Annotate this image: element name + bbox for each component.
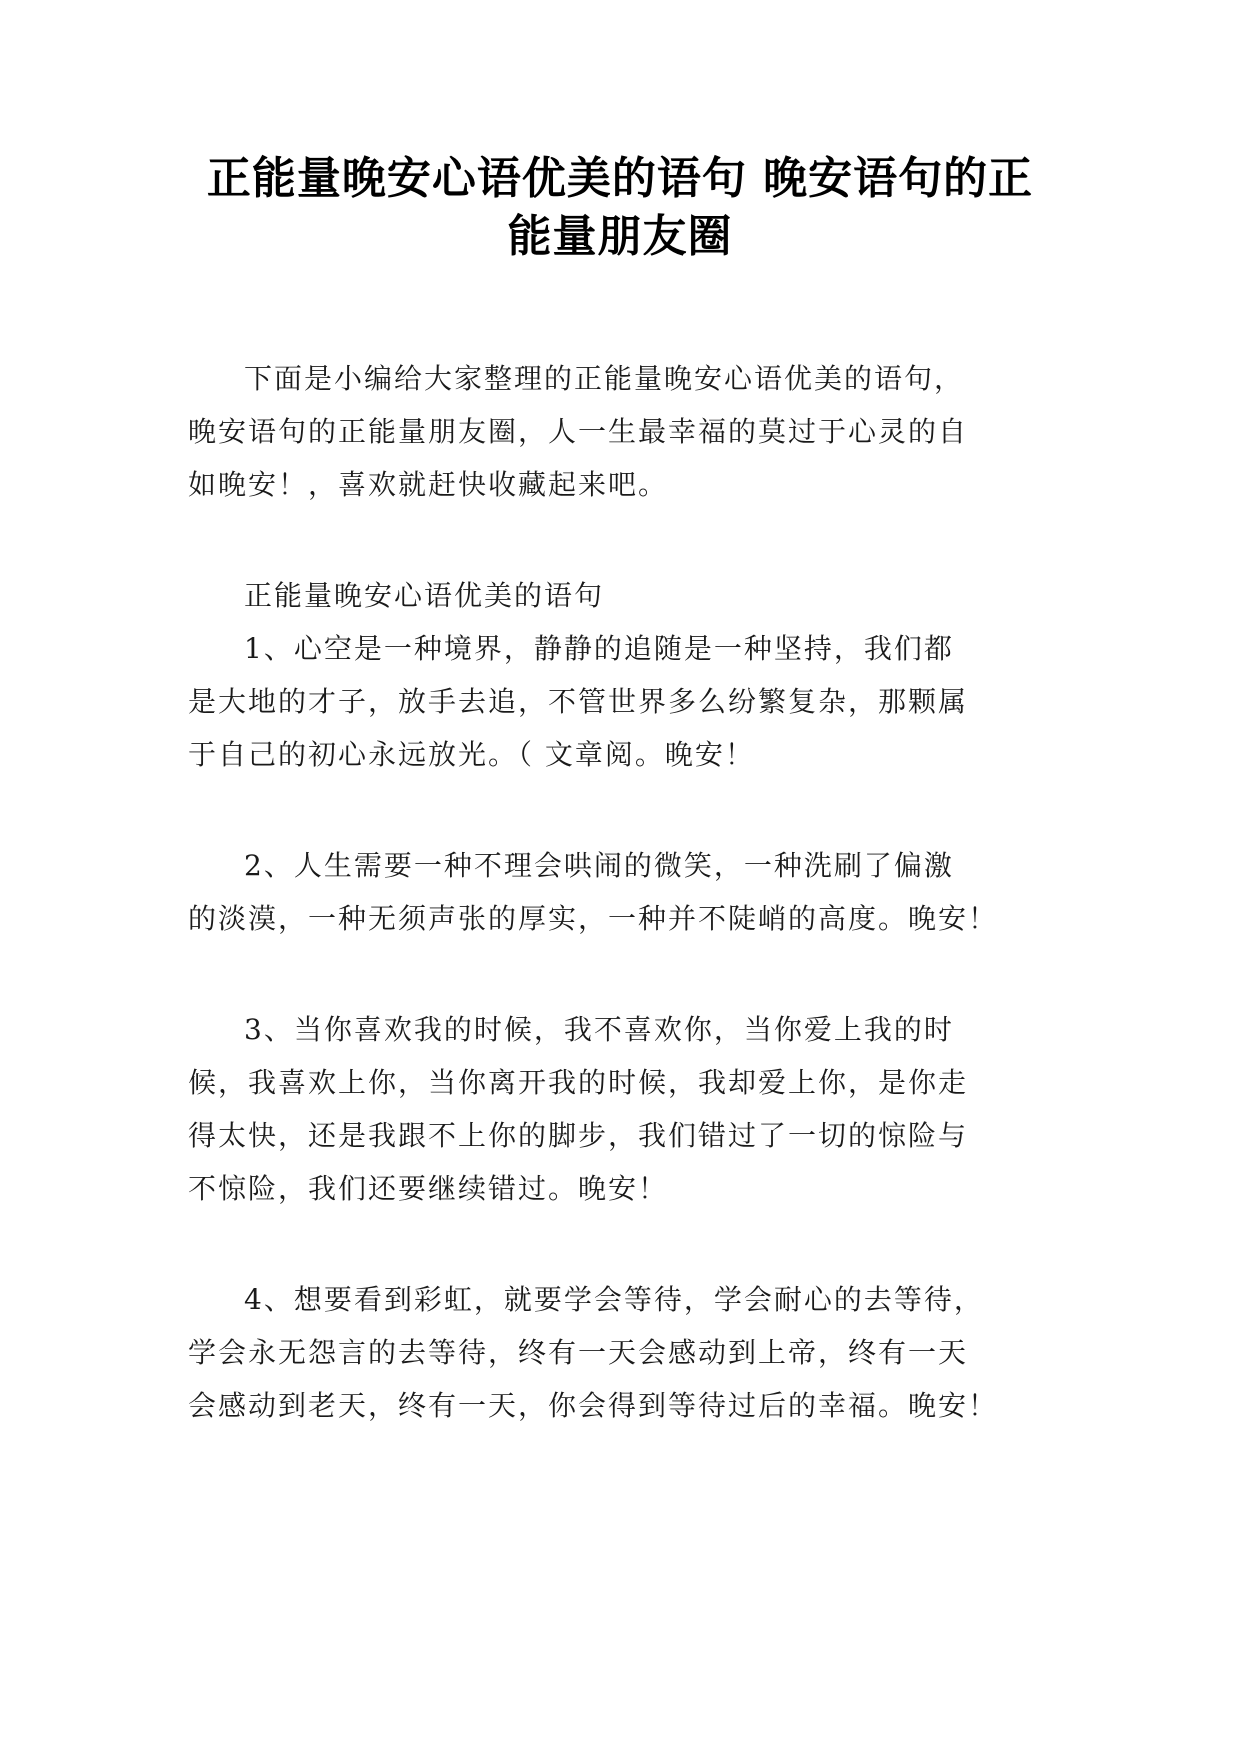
intro-line: 下面是小编给大家整理的正能量晚安心语优美的语句， [244, 362, 965, 395]
document-title [180, 150, 1060, 266]
list-item-2 [188, 839, 1068, 945]
item-line: 4、想要看到彩虹，就要学会等待，学会耐心的去等待， [244, 1283, 984, 1316]
intro-paragraph [188, 352, 1068, 511]
list-item-4 [188, 1273, 1068, 1432]
list-item-1 [188, 622, 1068, 781]
item-line: 不惊险，我们还要继续错过。晚安！ [188, 1172, 669, 1205]
item-line: 得太快，还是我跟不上你的脚步，我们错过了一切的惊险与 [188, 1119, 969, 1152]
item-line: 会感动到老天，终有一天，你会得到等待过后的幸福。晚安！ [188, 1389, 999, 1422]
item-line: 于自己的初心永远放光。（ 文章阅。晚安！ [188, 738, 755, 771]
intro-line: 如晚安！，喜欢就赶快收藏起来吧。 [188, 468, 669, 501]
intro-line: 晚安语句的正能量朋友圈，人一生最幸福的莫过于心灵的自 [188, 415, 969, 448]
item-line: 3、当你喜欢我的时候，我不喜欢你，当你爱上我的时 [244, 1013, 954, 1046]
section-heading: 正能量晚安心语优美的语句 [244, 579, 605, 612]
item-line: 的淡漠，一种无须声张的厚实，一种并不陡峭的高度。晚安！ [188, 902, 999, 935]
item-line: 候，我喜欢上你，当你离开我的时候，我却爱上你，是你走 [188, 1066, 969, 1099]
document-body [188, 352, 1068, 1432]
title-line-2: 能量朋友圈 [507, 211, 733, 262]
list-item-3 [188, 1003, 1068, 1215]
item-line: 学会永无怨言的去等待，终有一天会感动到上帝，终有一天 [188, 1336, 969, 1369]
title-line-1: 正能量晚安心语优美的语句 晚安语句的正 [206, 153, 1034, 204]
item-line: 是大地的才子，放手去追，不管世界多么纷繁复杂，那颗属 [188, 685, 969, 718]
item-line: 2、人生需要一种不理会哄闹的微笑，一种洗刷了偏激 [244, 849, 954, 882]
item-line: 1、心空是一种境界，静静的追随是一种坚持，我们都 [244, 632, 954, 665]
